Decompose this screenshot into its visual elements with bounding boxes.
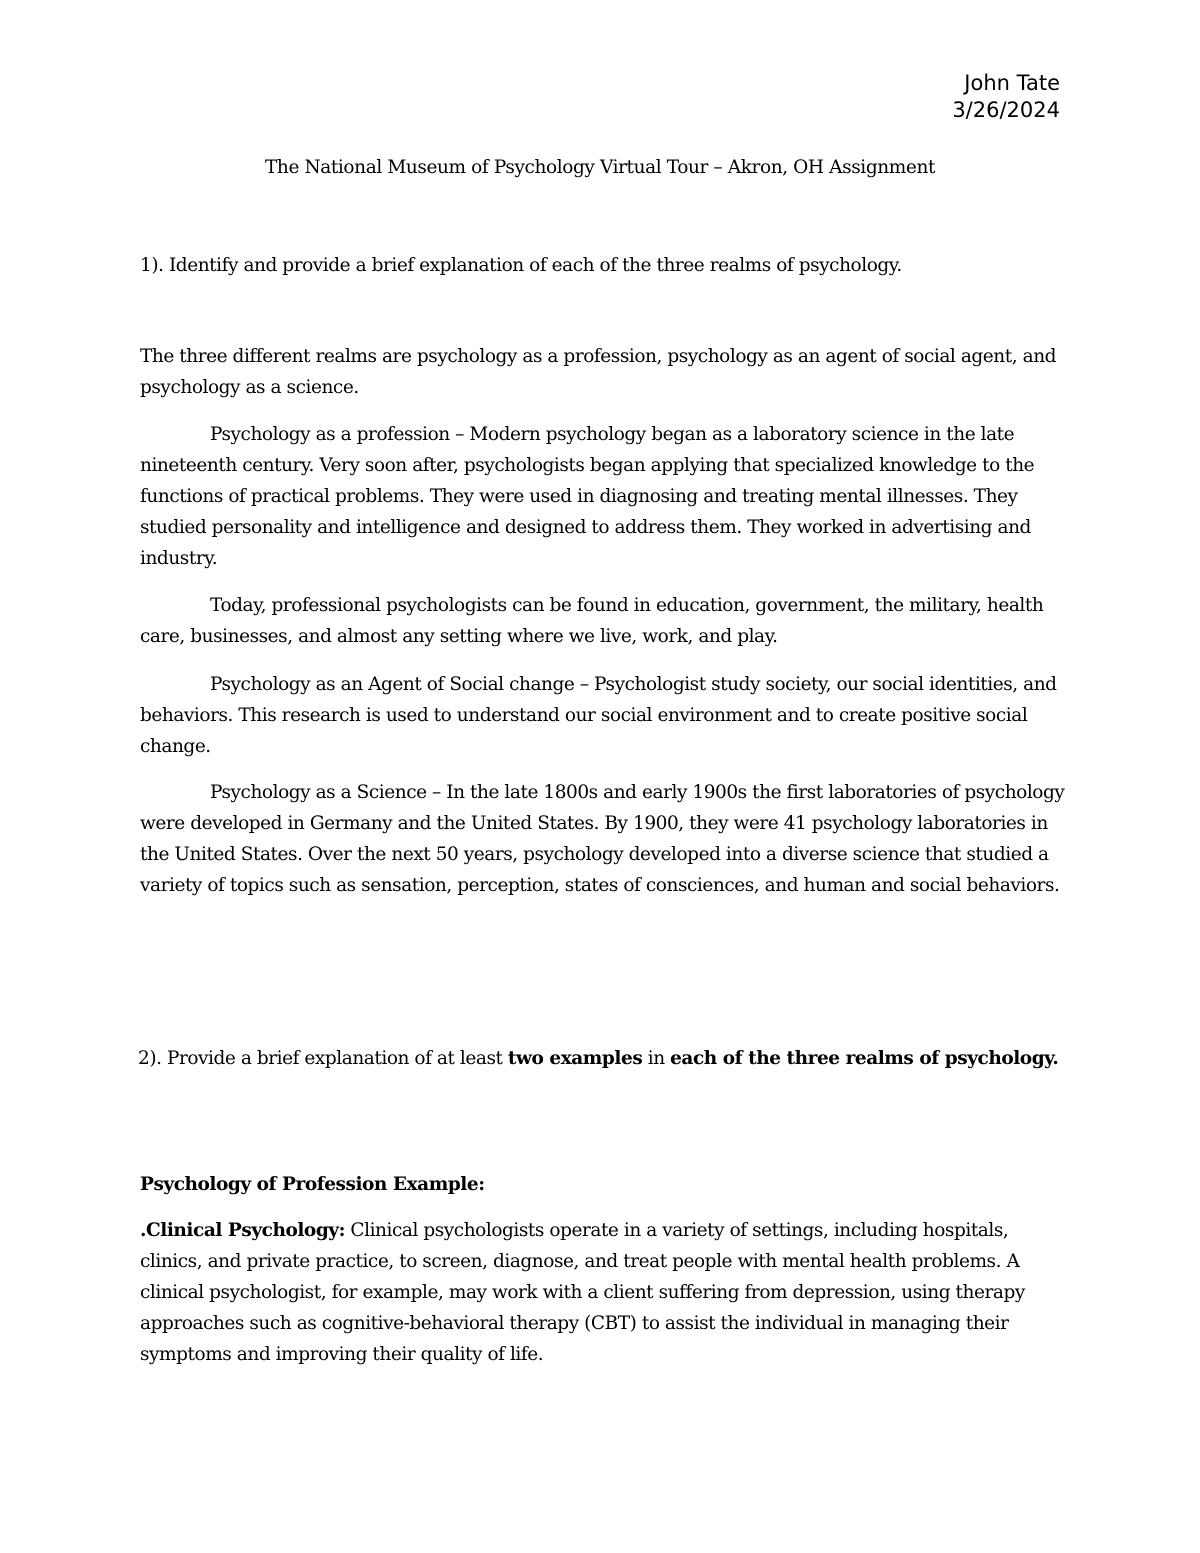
submission-date: 3/26/2024 xyxy=(952,98,1060,122)
clinical-paragraph xyxy=(140,1215,1070,1370)
question-2 xyxy=(138,1043,1068,1074)
author-name: John Tate xyxy=(964,71,1060,95)
profession-paragraph: Psychology as a profession – Modern psychology began as a laboratory science in the late nineteenth century. Very soon after, psychologists began applying that specialized knowledge to the functions of practical problems. They were used in diagnosing and treating mental illnesses. They studied personality and intelligence and designed to address them. They worked in advertising and industry. xyxy=(140,424,1035,569)
intro-paragraph: The three different realms are psychology as a profession, psychology as an agent of social agent, and psychology as a science. xyxy=(140,346,1057,398)
clinical-label: .Clinical Psychology: xyxy=(140,1220,345,1241)
question-2-bold-a: two examples xyxy=(507,1048,643,1069)
science-paragraph: Psychology as a Science – In the late 1800s and early 1900s the first laboratories of psychology were developed in Germany and the United States. By 1900, they were 41 psychology laboratories in the United States. Over the next 50 years, psychology developed into a diverse science that studied a variety of topics such as sensation, perception, states of consciences, and human and social behaviors. xyxy=(140,782,1065,896)
question-2-text-a: 2). Provide a brief explanation of at least xyxy=(138,1048,508,1069)
example-heading-text: Psychology of Profession Example: xyxy=(140,1174,485,1195)
question-2-bold-b: each of the three realms of psychology. xyxy=(670,1048,1059,1069)
example-heading xyxy=(140,1169,1070,1200)
social-change-paragraph: Psychology as an Agent of Social change – Psychologist study society, our social identities, and behaviors. This research is used to understand our social environment and to create positive social change. xyxy=(140,674,1057,757)
question-1: 1). Identify and provide a brief explanation of each of the three realms of psychology. xyxy=(140,255,902,276)
document-title: The National Museum of Psychology Virtual Tour – Akron, OH Assignment xyxy=(264,157,936,178)
clinical-text: Clinical psychologists operate in a variety of settings, including hospitals, clinics, and private practice, to screen, diagnose, and treat people with mental health problems. A clinical psychologist, for example, may work with a client suffering from depression, using therapy approaches such as cognitive-behavioral therapy (CBT) to assist the individual in managing their symptoms and improving their quality of life. xyxy=(140,1220,1025,1365)
question-2-text-b: in xyxy=(642,1048,671,1069)
author-header xyxy=(952,70,1060,124)
today-paragraph: Today, professional psychologists can be found in education, government, the military, health care, businesses, and almost any setting where we live, work, and play. xyxy=(140,595,1044,647)
